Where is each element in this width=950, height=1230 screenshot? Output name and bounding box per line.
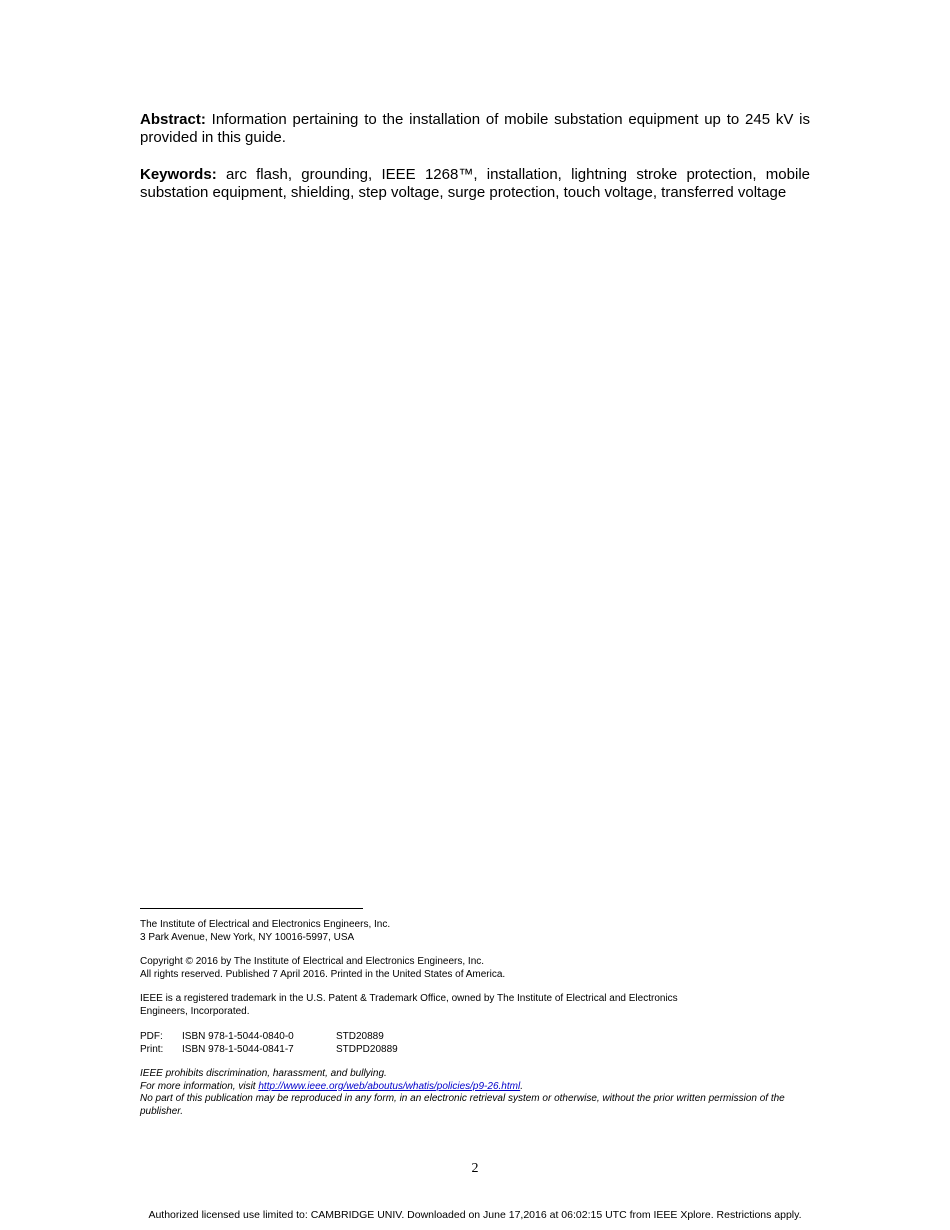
isbn-row-pdf [140,1031,815,1044]
page-number: 2 [471,1161,479,1176]
rights-line: All rights reserved. Published 7 April 2016. Printed in the United States of America. [140,968,506,980]
isbn-format: Print: [140,1043,164,1055]
isbn-number: ISBN 978-1-5044-0840-0 [182,1031,294,1042]
isbn-code: STDPD20889 [336,1043,398,1055]
notice-block [140,1068,815,1118]
isbn-format: PDF: [140,1031,163,1042]
policy-info-suffix: . [520,1080,523,1092]
keywords-paragraph [140,166,810,202]
isbn-row-print [140,1044,815,1057]
isbn-block [140,1031,815,1056]
publisher-block [140,919,815,944]
abstract-text: Information pertaining to the installation of mobile substation equipment up to 245 kV is provided in this guide. [140,111,810,146]
isbn-number: ISBN 978-1-5044-0841-7 [182,1043,294,1055]
license-footer: Authorized licensed use limited to: CAMBRIDGE UNIV. Downloaded on June 17,2016 at 06:02:15 UTC from IEEE Xplore. Restrictions apply. [148,1209,802,1221]
policy-info-prefix: For more information, visit [140,1080,259,1092]
copyright-block [140,956,815,981]
trademark-block [140,993,815,1018]
publisher-name: The Institute of Electrical and Electronics Engineers, Inc. [140,919,391,930]
publisher-address: 3 Park Avenue, New York, NY 10016-5997, USA [140,931,355,943]
keywords-label: Keywords: [140,166,217,183]
keywords-text: arc flash, grounding, IEEE 1268™, installation, lightning stroke protection, mobile substation equipment, shielding, step voltage, surge protection, touch voltage, transferred voltage [140,166,810,201]
abstract-paragraph [140,111,810,147]
policy-link[interactable]: http://www.ieee.org/web/aboutus/whatis/policies/p9-26.html [258,1080,521,1092]
copyright-line: Copyright © 2016 by The Institute of Electrical and Electronics Engineers, Inc. [140,956,485,967]
discrimination-notice: IEEE prohibits discrimination, harassment, and bullying. [140,1068,387,1079]
policy-info-line [140,1081,815,1094]
reproduction-notice: No part of this publication may be reproduced in any form, in an electronic retrieval system or otherwise, without the prior written permission of the publisher. [140,1093,785,1117]
footnote-divider [140,908,363,909]
trademark-line-2: Engineers, Incorporated. [140,1005,250,1017]
trademark-line-1: IEEE is a registered trademark in the U.S. Patent & Trademark Office, owned by The Institute of Electrical and Electronics [140,993,678,1004]
isbn-code: STD20889 [336,1031,384,1042]
abstract-label: Abstract: [140,111,206,128]
